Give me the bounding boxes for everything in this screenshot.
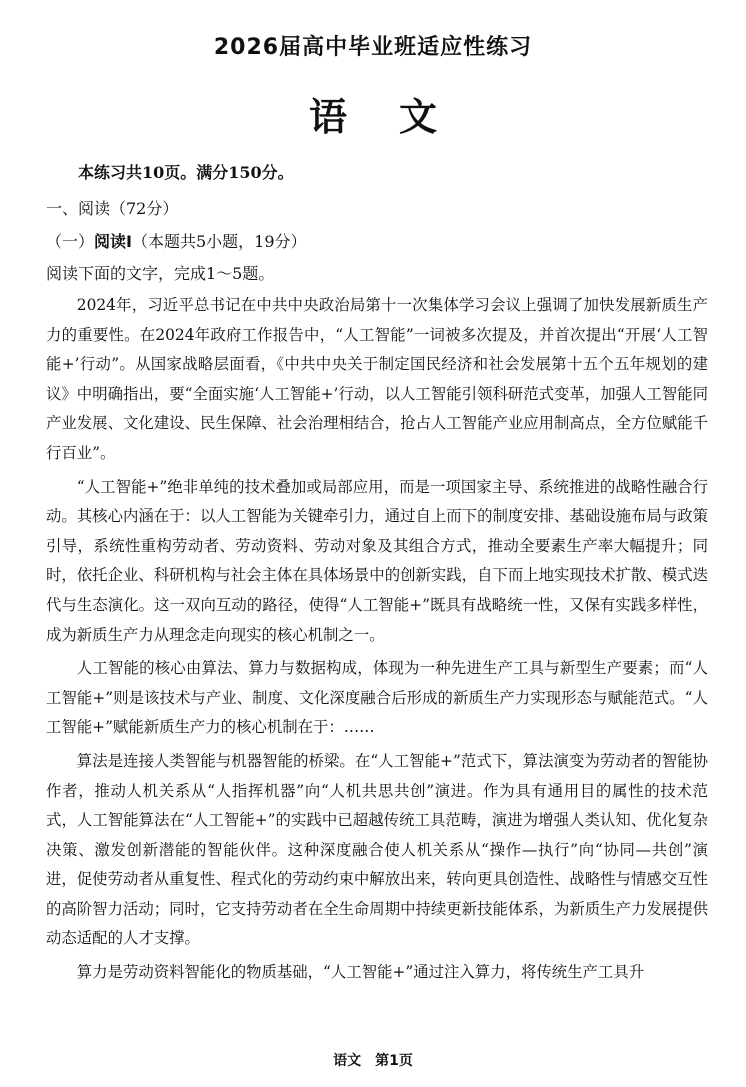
subject-title: 语文 [308, 94, 489, 139]
subsection-note: （本题共5小题，19分） [131, 232, 307, 251]
exam-intro: 本练习共10页。满分150分。 [78, 163, 294, 182]
section-heading: 一、阅读（72分） [46, 199, 179, 218]
passage-paragraph: 人工智能的核心由算法、算力与数据构成，体现为一种先进生产工具与新型生产要素；而“人工智能+”则是该技术与产业、制度、文化深度融合后形成的新质生产力实现形态与赋能范式。“人工智能+”赋能新质生产力的核心机制在于：…… [46, 659, 708, 737]
exam-title: 2026届高中毕业班适应性练习 [213, 35, 533, 60]
reading-instruction: 阅读下面的文字，完成1～5题。 [46, 264, 275, 283]
subsection-prefix: （一） [46, 232, 95, 251]
subsection-heading [46, 229, 307, 252]
passage-paragraph: 算力是劳动资料智能化的物质基础，“人工智能+”通过注入算力，将传统生产工具升 [76, 963, 645, 982]
subsection-title: 阅读Ⅰ [94, 232, 132, 251]
passage-paragraph: “人工智能+”绝非单纯的技术叠加或局部应用，而是一项国家主导、系统推进的战略性融合行动。其核心内涵在于：以人工智能为关键牵引力，通过自上而下的制度安排、基础设施布局与政策引导，系统性重构劳动者、劳动资料、劳动对象及其组合方式，推动全要素生产率大幅提升；同时，依托企业、科研机构与社会主体在具体场景中的创新实践，自下而上地实现技术扩散、模式迭代与生态演化。这一双向互动的路径，使得“人工智能+”既具有战略统一性，又保有实践多样性，成为新质生产力从理念走向现实的核心机制之一。 [46, 477, 708, 644]
passage-paragraph: 算法是连接人类智能与机器智能的桥梁。在“人工智能+”范式下，算法演变为劳动者的智能协作者，推动人机关系从“人指挥机器”向“人机共思共创”演进。作为具有通用目的属性的技术范式，人工智能算法在“人工智能+”的实践中已超越传统工具范畴，演进为增强人类认知、优化复杂决策、激发创新潜能的智能伙伴。这种深度融合使人机关系从“操作—执行”向“协同—共创”演进，促使劳动者从重复性、程式化的劳动约束中解放出来，转向更具创造性、战略性与情感交互性的高阶智力活动；同时，它支持劳动者在全生命周期中持续更新技能体系，为新质生产力发展提供动态适配的人才支撑。 [46, 751, 708, 948]
passage-paragraph: 2024年，习近平总书记在中共中央政治局第十一次集体学习会议上强调了加快发展新质生产力的重要性。在2024年政府工作报告中，“人工智能”一词被多次提及，并首次提出“开展‘人工智能+’行动”。从国家战略层面看，《中共中央关于制定国民经济和社会发展第十五个五年规划的建议》中明确指出，要“全面实施‘人工智能+’行动，以人工智能引领科研范式变革，加强人工智能同产业发展、文化建设、民生保障、社会治理相结合，抢占人工智能产业应用制高点，全方位赋能千行百业”。 [46, 296, 708, 462]
reading-passage [46, 291, 708, 992]
page-footer: 语文 第1页 [333, 1053, 413, 1069]
